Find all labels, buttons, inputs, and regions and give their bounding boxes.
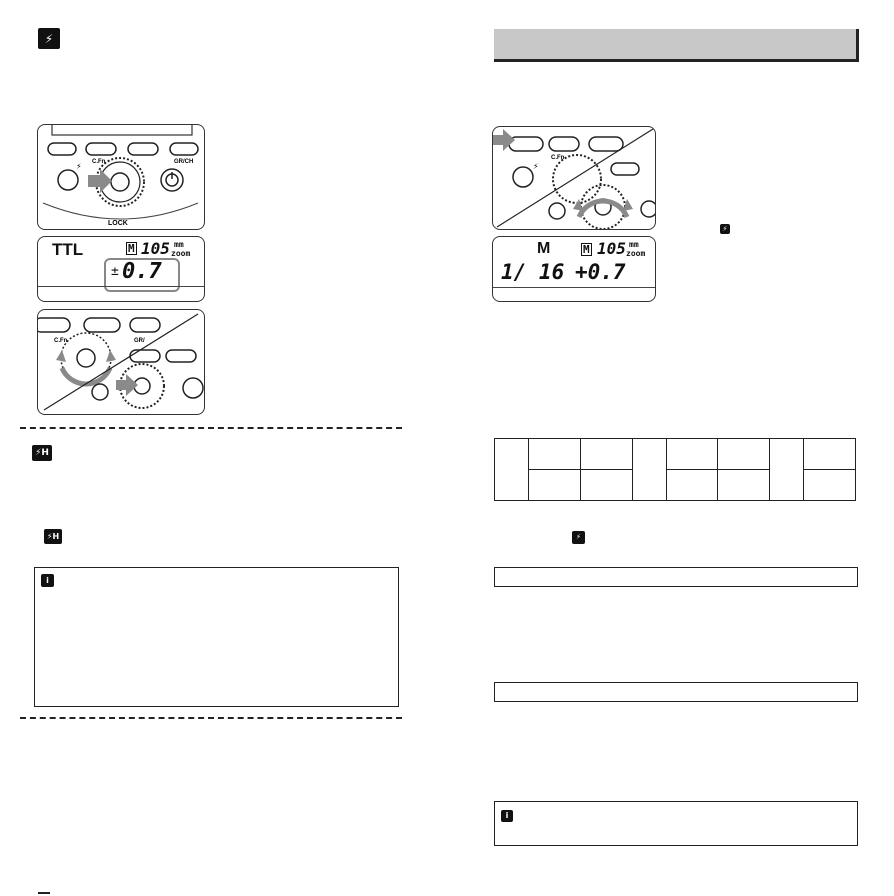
zoom-unit-top: mm bbox=[174, 240, 184, 249]
zoom-value: 105 bbox=[597, 239, 626, 258]
flash-icon: ⚡ bbox=[720, 224, 730, 234]
manual-lcd-panel bbox=[492, 236, 656, 302]
settings-table bbox=[494, 438, 856, 501]
power-value: 1/ 16 bbox=[501, 260, 565, 284]
comp-sign: ± bbox=[111, 264, 119, 279]
note-box bbox=[34, 567, 399, 707]
svg-text:GR/: GR/ bbox=[134, 338, 145, 344]
high-speed-sync-icon: ⚡H bbox=[32, 445, 52, 461]
subsection-header-box bbox=[494, 682, 858, 702]
high-speed-sync-icon: ⚡ bbox=[572, 531, 585, 544]
zoom-unit-bottom: zoom bbox=[171, 249, 191, 258]
page-edge-mark bbox=[38, 892, 50, 894]
zoom-badge: M bbox=[128, 242, 135, 255]
manual-mode-illustration bbox=[492, 126, 656, 230]
section-divider bbox=[20, 427, 402, 429]
svg-text:⚡: ⚡ bbox=[533, 162, 539, 171]
comp-value: +0.7 bbox=[575, 260, 626, 284]
note-icon: i bbox=[41, 574, 54, 587]
lock-label: LOCK bbox=[108, 220, 128, 227]
flash-exposure-comp-icon: ⚡ bbox=[38, 28, 60, 49]
flash-control-illustration-top bbox=[37, 124, 205, 230]
zoom-unit-bottom: zoom bbox=[626, 249, 646, 258]
comp-value: 0.7 bbox=[122, 259, 162, 284]
section-divider bbox=[20, 717, 402, 719]
subsection-header-box bbox=[494, 567, 858, 587]
dial-rotation-illustration bbox=[37, 309, 205, 415]
svg-text:C.Fn: C.Fn bbox=[54, 338, 68, 344]
lcd-mode: TTL bbox=[52, 240, 84, 259]
high-speed-sync-icon: ⚡H bbox=[44, 529, 62, 544]
grch-button-label: GR/CH bbox=[174, 159, 194, 165]
svg-text:⚡: ⚡ bbox=[76, 162, 82, 171]
lcd-mode: M bbox=[537, 240, 551, 257]
ttl-lcd-panel bbox=[37, 236, 205, 302]
note-box bbox=[494, 801, 858, 846]
cfn-button-label: C.Fn bbox=[92, 159, 106, 165]
cfn-button-label-right: C.Fn bbox=[551, 155, 565, 161]
zoom-value: 105 bbox=[141, 239, 170, 258]
zoom-unit-top: mm bbox=[629, 240, 639, 249]
section-header-bar bbox=[494, 29, 859, 62]
note-icon: i bbox=[501, 810, 513, 822]
zoom-badge: M bbox=[583, 243, 590, 256]
